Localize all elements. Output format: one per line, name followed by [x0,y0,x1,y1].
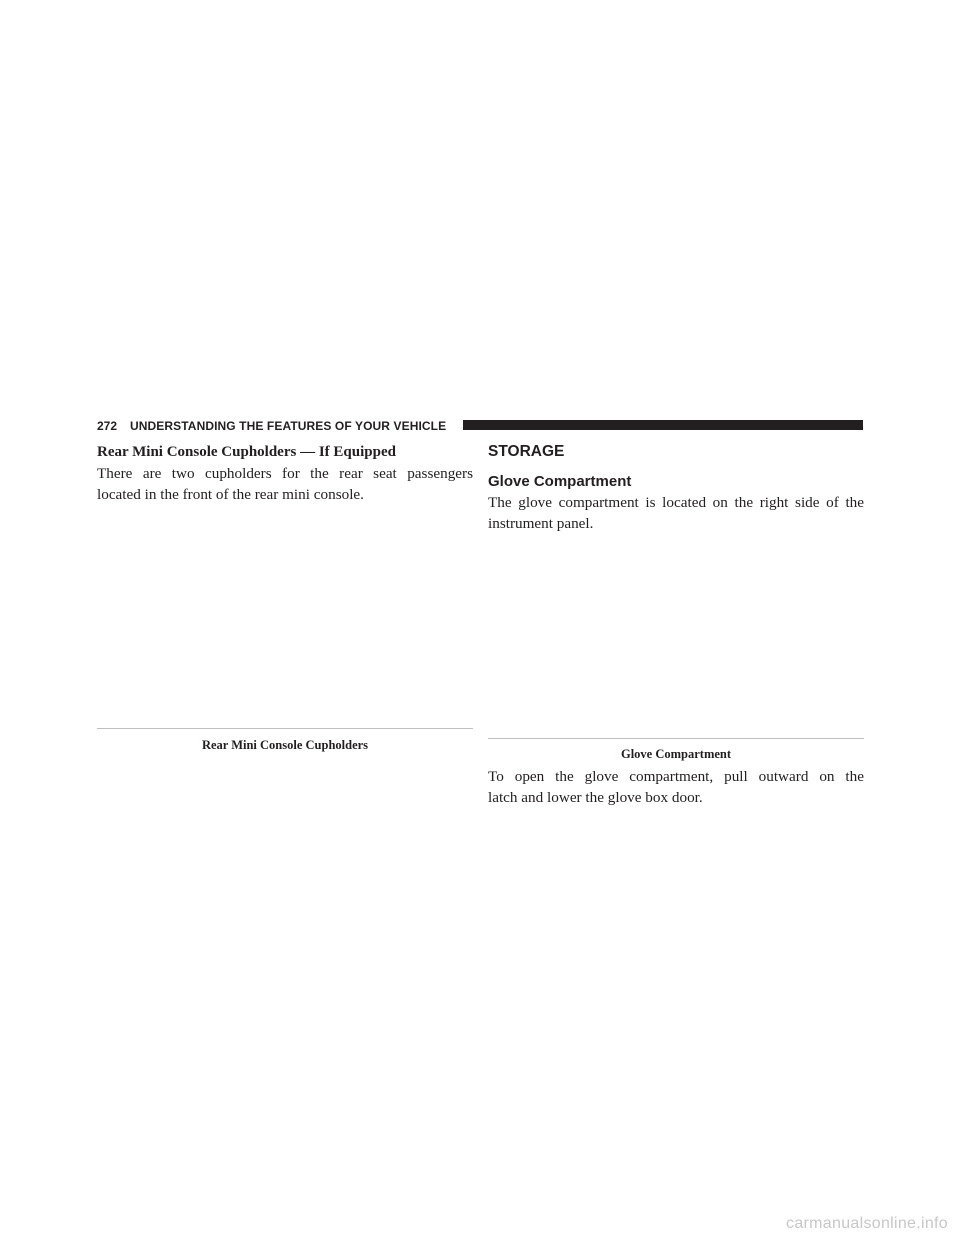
glove-figure-rule [488,738,864,739]
glove-description-line-2: instrument panel. [488,515,594,532]
glove-instructions-line-1: To open the glove compartment, pull outward on the [488,768,864,785]
cupholders-heading: Rear Mini Console Cupholders — If Equipped [97,444,396,460]
cupholders-description-line-2: located in the front of the rear mini console. [97,486,364,503]
header-rule-bar [463,420,863,430]
glove-compartment-heading: Glove Compartment [488,473,632,490]
glove-figure-caption: Glove Compartment [620,747,732,761]
page-number: 272 [97,419,118,433]
cupholders-description [97,463,473,505]
glove-compartment-description [488,492,864,534]
running-section-title: UNDERSTANDING THE FEATURES OF YOUR VEHICLE [130,419,447,433]
cupholders-figure-caption: Rear Mini Console Cupholders [201,738,369,752]
storage-heading: STORAGE [488,443,565,460]
page-header [97,418,863,434]
glove-compartment-instructions [488,766,864,808]
glove-compartment-figure [488,738,864,762]
right-column [488,441,864,808]
cupholders-description-line-1: There are two cupholders for the rear seat passengers [97,465,473,482]
glove-description-line-1: The glove compartment is located on the right side of the [488,494,864,511]
left-column [97,441,473,753]
cupholders-figure-rule [97,728,473,729]
glove-instructions-line-2: latch and lower the glove box door. [488,789,703,806]
cupholders-figure [97,728,473,753]
site-watermark: carmanualsonline.info [786,1215,948,1232]
